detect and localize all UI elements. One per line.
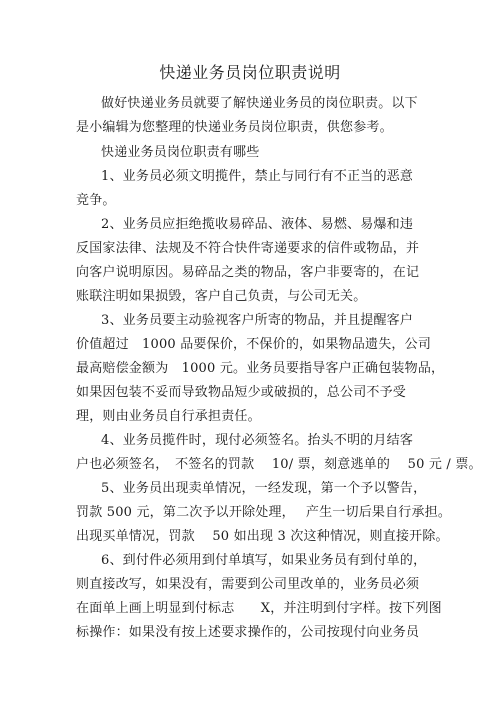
document-title: 快递业务员岗位职责说明 [159,63,341,82]
paragraph-line: 6、到付件必须用到付单填写，如果业务员有到付单的， [101,553,427,568]
paragraph-line: 向客户说明原因。易碎品之类的物品，客户非要寄的，在记 [76,265,420,280]
paragraph-line: 出现买单情况，罚款 50 如出现 3 次这种情况，则直接开除。 [76,529,449,544]
paragraph-line: 账联注明如果损毁，客户自己负责，与公司无关。 [76,289,367,304]
paragraph-line: 户也必须签名， 不签名的罚款 10/ 票，刻意逃单的 50 元 / 票。 [76,457,482,472]
paragraph-line: 反国家法律、法规及不符合快件寄递要求的信件或物品，并 [76,241,420,256]
paragraph-line: 2、业务员应拒绝揽收易碎品、液体、易燃、易爆和违 [101,217,414,232]
paragraph-line: 1、业务员必须文明揽件，禁止与同行有不正当的恶意 [101,169,414,184]
paragraph-line: 如果因包装不妥而导致物品短少或破损的，总公司不予受 [76,385,407,400]
paragraph-line: 竞争。 [76,193,116,208]
paragraph-line: 理，则由业务员自行承担责任。 [76,409,261,424]
paragraph-line: 罚款 500 元，第二次予以开除处理， 产生一切后果自行承担。 [76,505,452,520]
paragraph-line: 5、业务员出现卖单情况，一经发现，第一个予以警告， [101,481,427,496]
paragraph-line: 做好快递业务员就要了解快递业务员的岗位职责。以下 [101,96,418,111]
section-heading: 快递业务员岗位职责有哪些 [101,145,260,160]
paragraph-line: 在面单上画上明显到付标志 X，并注明到付字样。按下列图 [76,601,442,616]
paragraph-line: 是小编辑为您整理的快递业务员岗位职责，供您参考。 [76,120,393,135]
paragraph-line: 最高赔偿金额为 1000 元。业务员要指导客户正确包装物品， [76,361,445,376]
paragraph-line: 3、业务员要主动验视客户所寄的物品，并且提醒客户 [101,313,414,328]
paragraph-line: 标操作：如果没有按上述要求操作的，公司按现付向业务员 [76,625,420,640]
paragraph-line: 价值超过 1000 品要保价，不保价的，如果物品遗失，公司 [76,337,432,352]
paragraph-line: 则直接改写，如果没有，需要到公司里改单的，业务员必须 [76,577,420,592]
paragraph-line: 4、业务员揽件时，现付必须签名。抬头不明的月结客 [101,433,414,448]
